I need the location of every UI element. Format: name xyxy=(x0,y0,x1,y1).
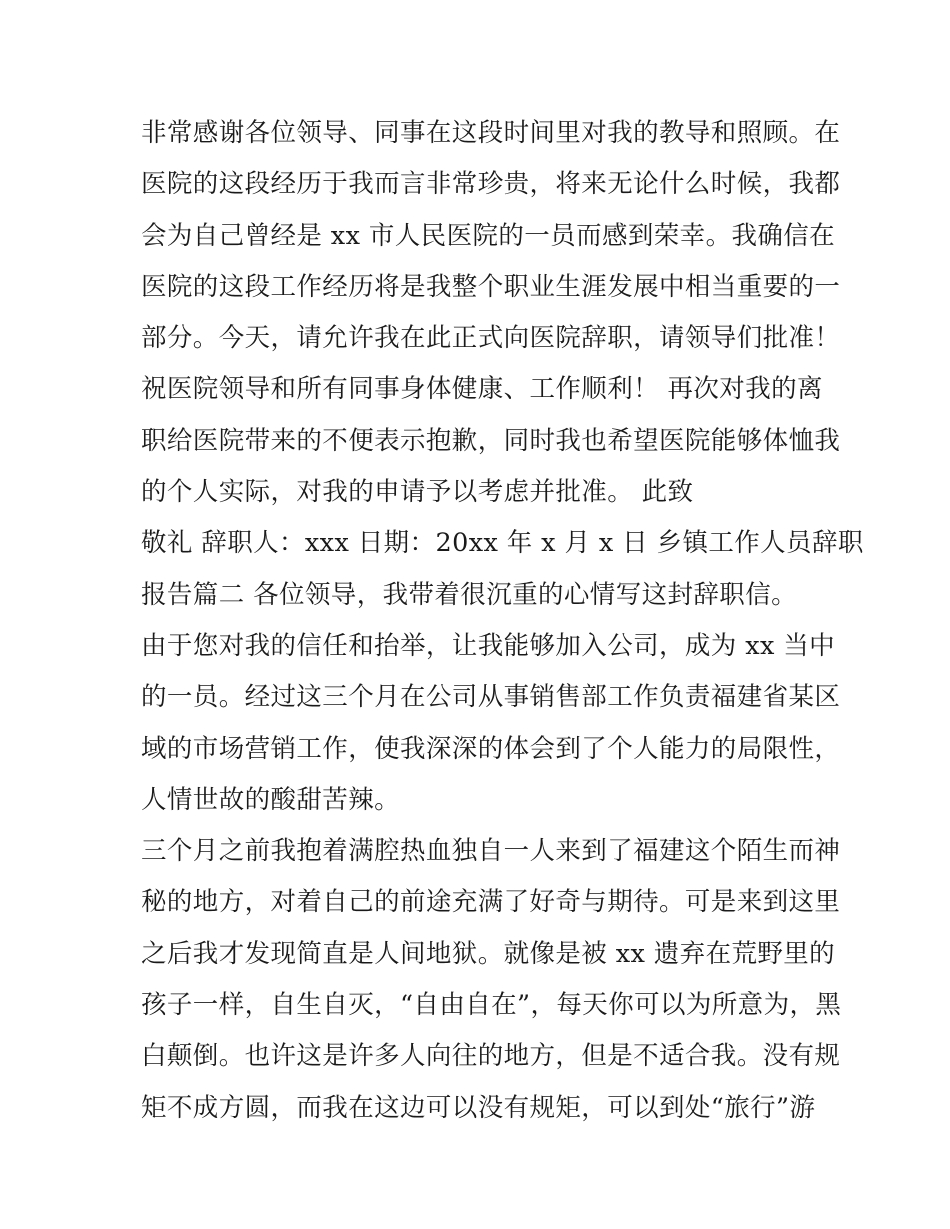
text-line: 医院的这段工作经历将是我整个职业生涯发展中相当重要的一 xyxy=(141,271,841,302)
text-line: 医院的这段经历于我而言非常珍贵，将来无论什么时候，我都 xyxy=(141,169,841,200)
text-line: 人情世故的酸甜苦辣。 xyxy=(141,784,401,815)
text-line: 的个人实际，对我的申请予以考虑并批准。 此致 xyxy=(141,477,694,508)
text-line: 职给医院带来的不便表示抱歉，同时我也希望医院能够体恤我 xyxy=(141,425,841,456)
text-line: 祝医院领导和所有同事身体健康、工作顺利！ 再次对我的离 xyxy=(141,374,823,405)
text-line: 的一员。经过这三个月在公司从事销售部工作负责福建省某区 xyxy=(141,682,841,713)
text-line: 三个月之前我抱着满腔热血独自一人来到了福建这个陌生而神 xyxy=(141,836,841,867)
text-line: 由于您对我的信任和抬举，让我能够加入公司，成为 xx 当中 xyxy=(141,630,836,661)
text-line: 矩不成方圆，而我在这边可以没有规矩，可以到处“旅行”游 xyxy=(141,1092,816,1123)
text-line: 非常感谢各位领导、同事在这段时间里对我的教导和照顾。在 xyxy=(141,118,841,148)
text-line: 之后我才发现简直是人间地狱。就像是被 xx 遗弃在荒野里的 xyxy=(141,938,836,969)
text-line: 部分。今天，请允许我在此正式向医院辞职，请领导们批准！ xyxy=(141,323,841,354)
text-line: 白颠倒。也许这是许多人向往的地方，但是不适合我。没有规 xyxy=(141,1041,841,1072)
body-text xyxy=(141,108,864,1134)
text-line: 秘的地方，对着自己的前途充满了好奇与期待。可是来到这里 xyxy=(141,887,841,918)
text-line: 报告篇二 各位领导，我带着很沉重的心情写这封辞职信。 xyxy=(141,579,798,610)
text-line: 域的市场营销工作，使我深深的体会到了个人能力的局限性， xyxy=(141,733,841,764)
text-line: 会为自己曾经是 xx 市人民医院的一员而感到荣幸。我确信在 xyxy=(141,220,836,251)
text-line: 孩子一样，自生自灭，“自由自在”，每天你可以为所意为，黑 xyxy=(141,990,842,1021)
text-line: 敬礼 辞职人：xxx 日期：20xx 年 x 月 x 日 乡镇工作人员辞职 xyxy=(141,528,864,559)
